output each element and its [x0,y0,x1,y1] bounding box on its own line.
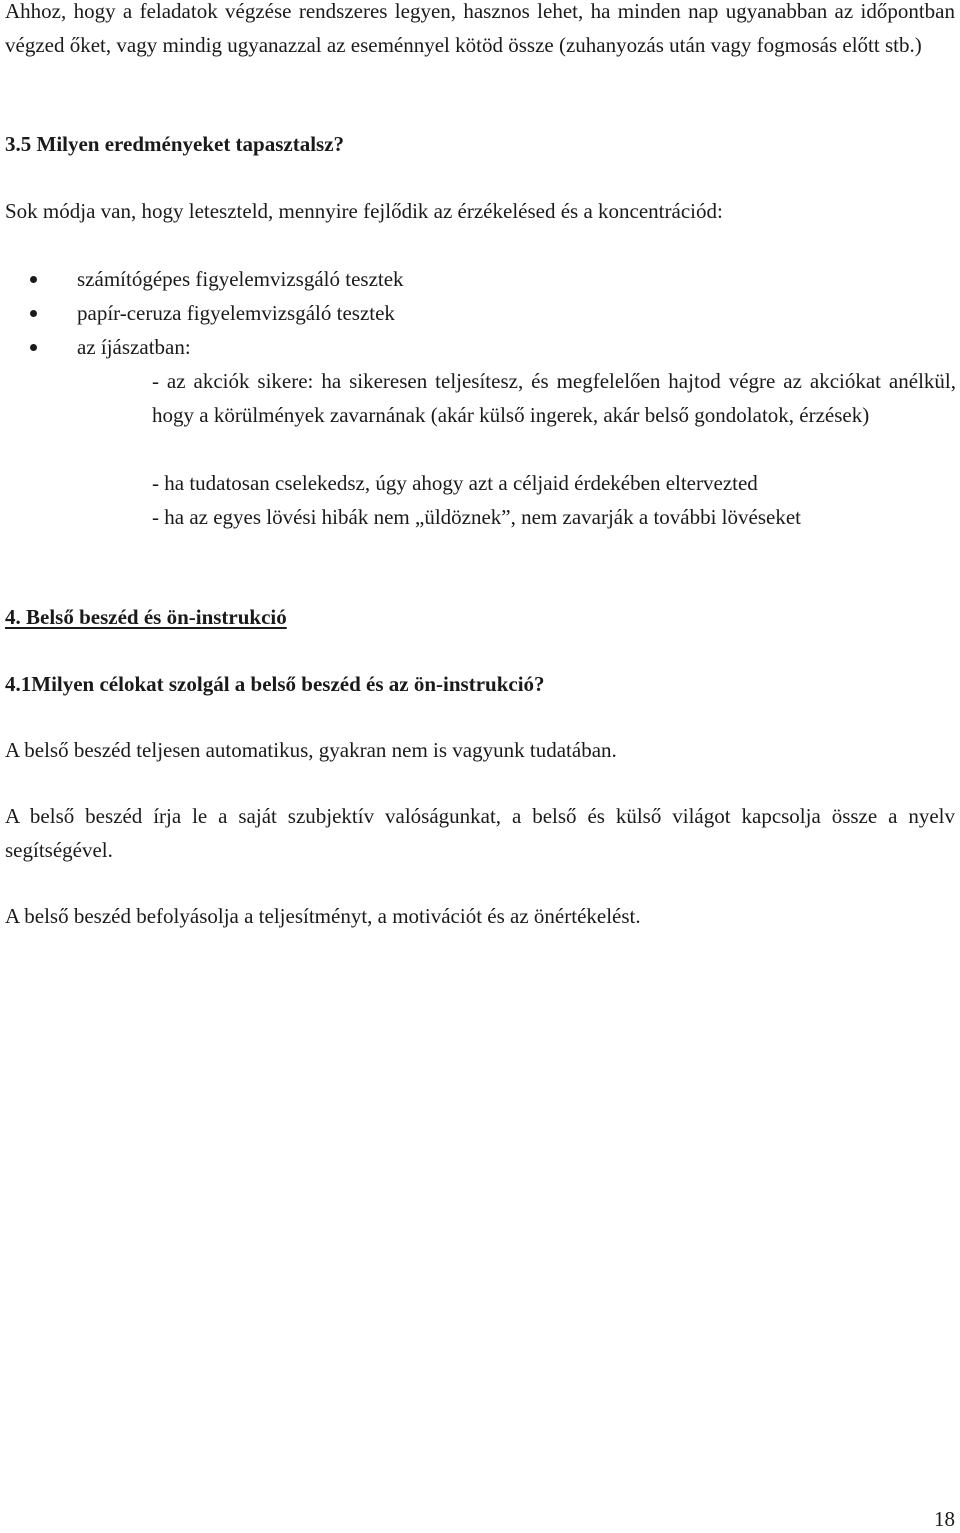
bullet-icon [30,344,37,351]
section-4-heading [5,600,955,634]
bullet-icon [30,310,37,317]
bullet-icon [30,276,37,283]
page-number: 18 [934,1507,955,1531]
list-item [0,262,958,296]
section-3-5-intro: Sok módja van, hogy leteszteld, mennyire fejlődik az érzékelésed és a koncentrációd: [5,199,723,223]
list-item-text: számítógépes figyelemvizsgáló tesztek [77,267,404,291]
intro-paragraph: Ahhoz, hogy a feladatok végzése rendszeres legyen, hasznos lehet, ha minden nap ugyanabban az időpontban végzed őket, vagy mindig ugyanazzal az eseménnyel kötöd össze (zuhanyozás után vagy fogmosás előtt stb.) [5,0,955,57]
list-item [0,330,958,364]
archery-item-success: - az akciók sikere: ha sikeresen teljesítesz, és megfelelően hajtod végre az akciókat anélkül, hogy a körülmények zavarnának (akár külső ingerek, akár belső gondolatok, érzések) [152,369,956,427]
test-methods-list [0,262,958,364]
section-4-1-heading: 4.1Milyen célokat szolgál a belső beszéd és az ön-instrukció? [5,672,545,696]
list-item [0,296,958,330]
section-4-heading-text: 4. Belső beszéd és ön-instrukció [5,605,287,629]
paragraph-performance: A belső beszéd befolyásolja a teljesítményt, a motivációt és az önértékelést. [5,904,641,928]
list-item-text: papír-ceruza figyelemvizsgáló tesztek [77,301,395,325]
paragraph-subjective-reality: A belső beszéd írja le a saját szubjektív valóságunkat, a belső és külső világot kapcsolja össze a nyelv segítségével. [5,804,955,862]
archery-item-conscious: - ha tudatosan cselekedsz, úgy ahogy azt a céljaid érdekében eltervezted [152,471,758,495]
section-3-5-heading: 3.5 Milyen eredményeket tapasztalsz? [5,132,345,156]
list-item-text: az íjászatban: [77,335,191,359]
archery-item-errors: - ha az egyes lövési hibák nem „üldöznek”, nem zavarják a további lövéseket [152,505,801,529]
paragraph-automatic: A belső beszéd teljesen automatikus, gyakran nem is vagyunk tudatában. [5,738,617,762]
